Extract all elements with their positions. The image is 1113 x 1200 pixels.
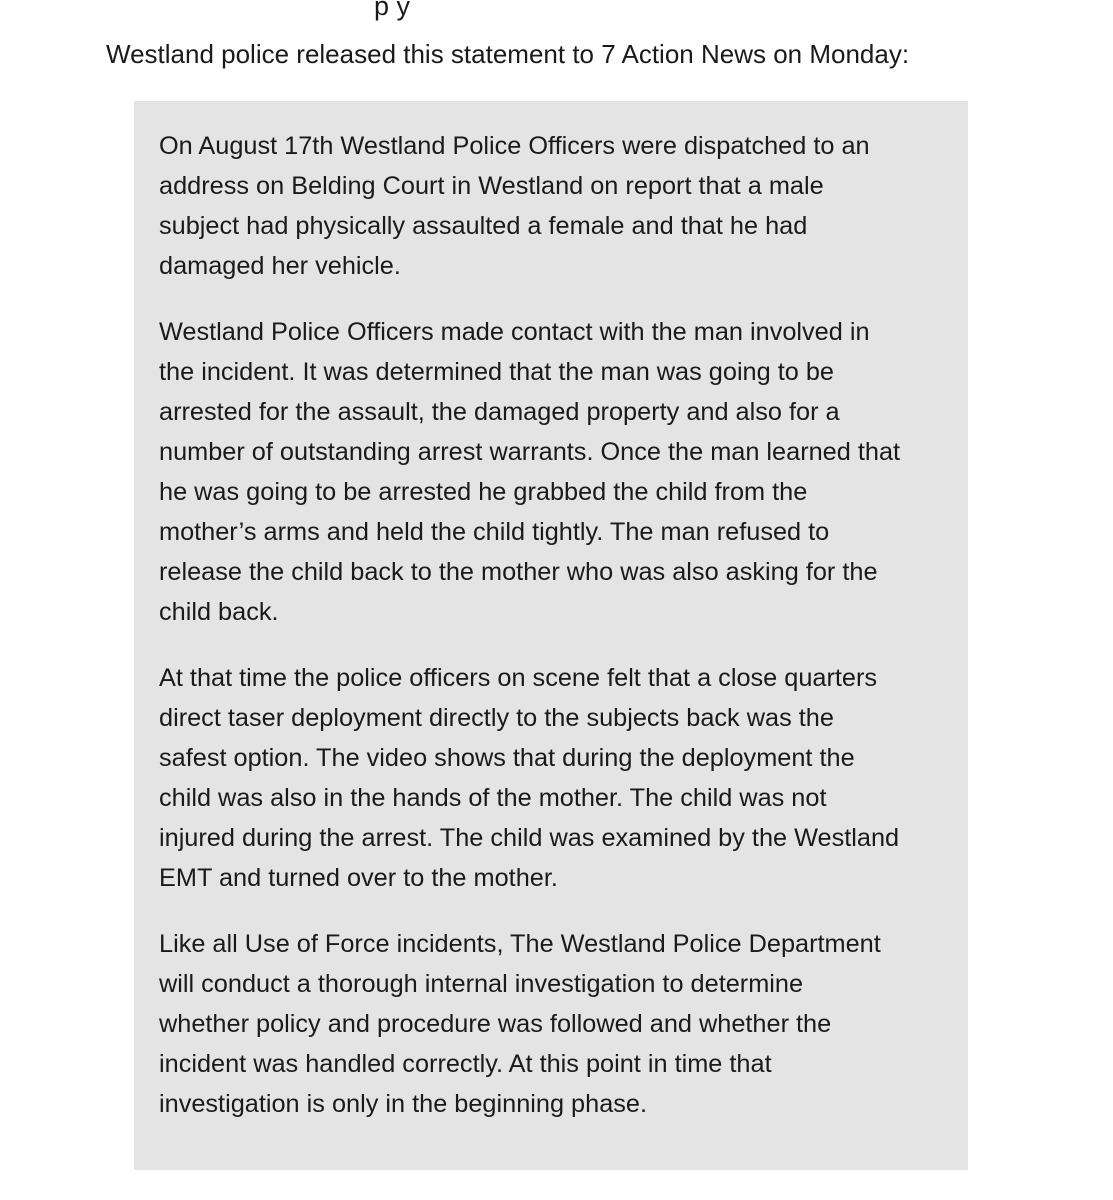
statement-paragraph-1: On August 17th Westland Police Officers were dispatched to an address on Belding Court in Westland on report that a male subject had physically assaulted a female and that he had damaged her vehicle. (159, 132, 870, 280)
intro-paragraph: Westland police released this statement to 7 Action News on Monday: (106, 39, 910, 69)
truncated-text-line: p y (374, 0, 411, 21)
statement-paragraph-4: Like all Use of Force incidents, The Westland Police Department will conduct a thorough internal investigation to determine whether policy and procedure was followed and whether the incident was handled correctly. At this point in time that investigation is only in the beginning phase. (159, 930, 881, 1118)
statement-paragraph-3: At that time the police officers on scene felt that a close quarters direct taser deployment directly to the subjects back was the safest option. The video shows that during the deployment the child was also in the hands of the mother. The child was not injured during the arrest. The child was examined by the Westland EMT and turned over to the mother. (159, 664, 900, 892)
police-statement-blockquote (134, 101, 968, 1170)
statement-paragraph-2: Westland Police Officers made contact with the man involved in the incident. It was determined that the man was going to be arrested for the assault, the damaged property and also for a number of outstanding arrest warrants. Once the man learned that he was going to be arrested he grabbed the child from the mother’s arms and held the child tightly. The man refused to release the child back to the mother who was also asking for the child back. (159, 318, 901, 626)
